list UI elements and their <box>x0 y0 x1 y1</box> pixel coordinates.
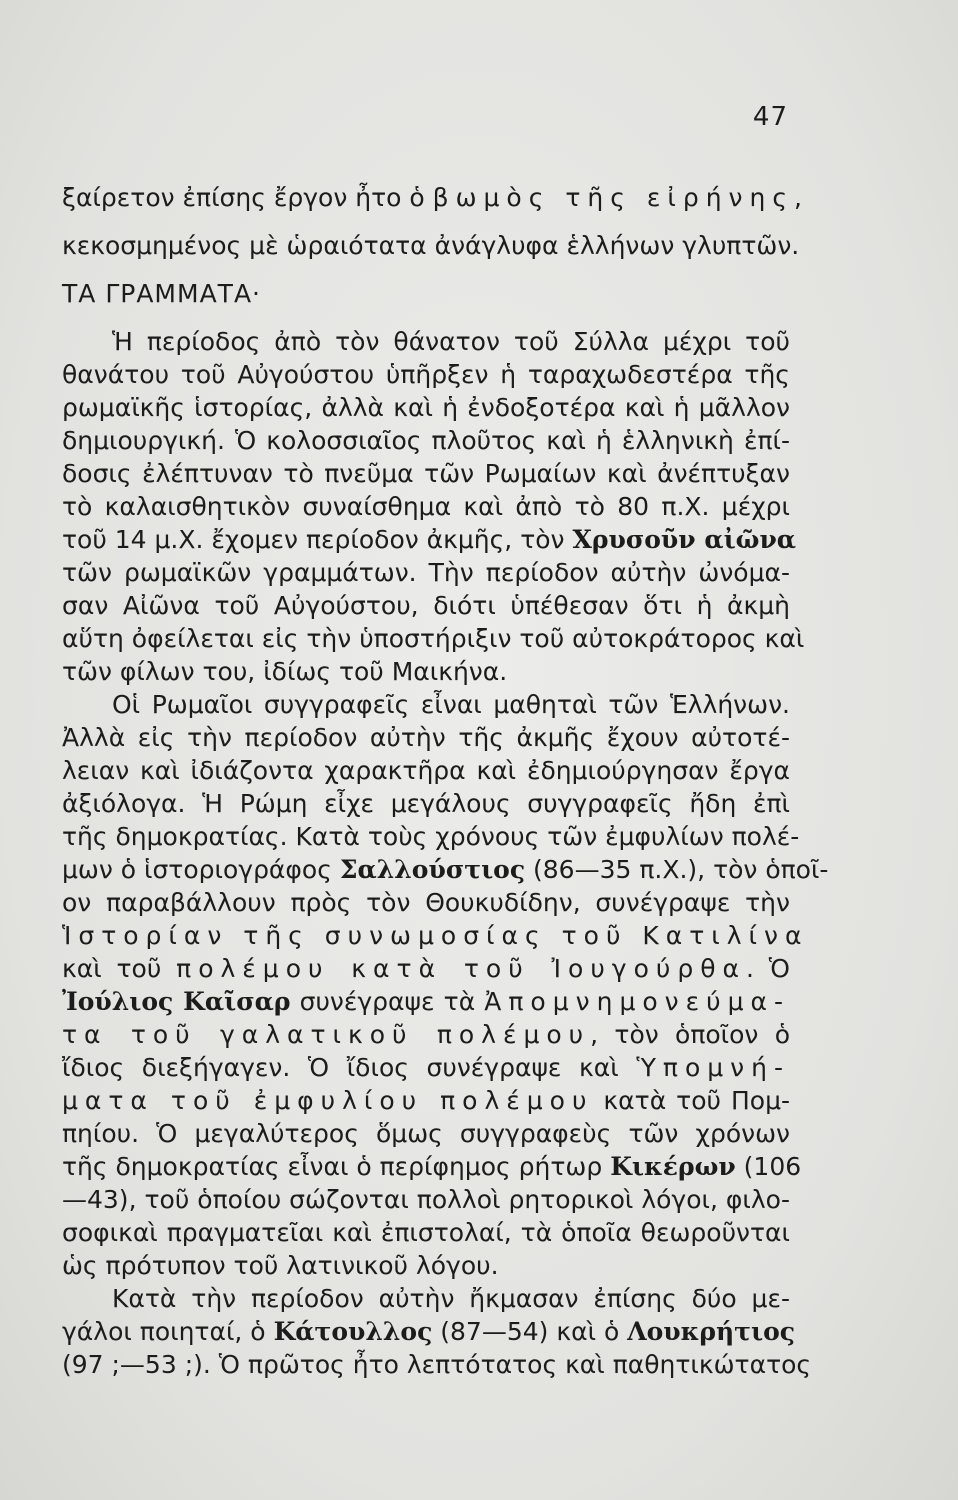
text-line: καὶ τοῦ πολέμου κατὰ τοῦ Ἰουγούρθα. Ὁ <box>62 954 790 983</box>
bold-term: Σαλλούστιος <box>339 855 526 884</box>
text-line: τῶν φίλων του, ἰδίως τοῦ Μαικήνα. <box>62 657 508 686</box>
text-line: Ἡ περίοδος ἀπὸ τὸν θάνατον τοῦ Σύλλα μέχρι τοῦ <box>112 327 790 356</box>
bold-term: Κικέρων <box>610 1152 736 1181</box>
bold-term: Χρυσοῦν αἰῶνα <box>572 525 797 554</box>
text-line: τῶν ρωμαϊκῶν γραμμάτων. Τὴν περίοδον αὐτὴν ὠνόμα- <box>62 558 790 587</box>
text-line: ον παραβάλλουν πρὸς τὸν Θουκυδίδην, συνέγραψε τὴν <box>62 888 790 917</box>
text-line: γάλοι ποιηταί, ὁ Κάτουλλος (87—54) καὶ ὁ Λουκρήτιος <box>62 1317 795 1346</box>
text-line: τῆς δημοκρατίας. Κατὰ τοὺς χρόνους τῶν ἐμφυλίων πολέ- <box>62 822 800 851</box>
bold-term: Λουκρήτιος <box>627 1317 795 1346</box>
text-line: Οἱ Ρωμαῖοι συγγραφεῖς εἶναι μαθηταὶ τῶν Ἑλλήνων. <box>112 690 790 719</box>
spaced-title: ματα τοῦ ἐμφυλίου πολέμου <box>62 1086 594 1115</box>
spaced-title: πολέμου κατὰ τοῦ Ἰουγούρθα <box>176 954 746 983</box>
text-line: τῆς δημοκρατίας εἶναι ὁ περίφημος ρήτωρ Κικέρων (106 <box>62 1152 802 1181</box>
section-heading: ΤΑ ΓΡΑΜΜΑΤΑ· <box>62 279 261 308</box>
text-line: τα τοῦ γαλατικοῦ πολέμου, τὸν ὁποῖον ὁ <box>62 1020 790 1049</box>
text-line: ὡς πρότυπον τοῦ λατινικοῦ λόγου. <box>62 1251 499 1280</box>
text-line: —43), τοῦ ὁποίου σώζονται πολλοὶ ρητορικοὶ λόγοι, φιλο- <box>62 1185 790 1214</box>
text-line: κεκοσμημένος μὲ ὡραιότατα ἀνάγλυφα ἑλλήνων γλυπτῶν. <box>62 231 800 260</box>
page-number: 47 <box>752 102 788 132</box>
spaced-phrase: βωμὸς τῆς εἰρήνης, <box>432 183 809 212</box>
text-line: ρωμαϊκῆς ἱστορίας, ἀλλὰ καὶ ἡ ἐνδοξοτέρα καὶ ἡ μᾶλλον <box>62 393 790 422</box>
text-line: σοφικαὶ πραγματεῖαι καὶ ἐπιστολαί, τὰ ὁποῖα θεωροῦνται <box>62 1218 790 1247</box>
text-line: δοσις ἐλέπτυναν τὸ πνεῦμα τῶν Ρωμαίων καὶ ἀνέπτυξαν <box>62 459 790 488</box>
text-line: Ἱστορίαν τῆς συνωμοσίας τοῦ Κατιλίνα <box>62 921 809 950</box>
spaced-title: Ἀπομνημονεύμα- <box>484 987 790 1016</box>
text-line: λειαν καὶ ἰδιάζοντα χαρακτῆρα καὶ ἐδημιούργησαν ἔργα <box>62 756 790 785</box>
spaced-title: τα τοῦ γαλατικοῦ πολέμου <box>62 1020 591 1049</box>
text-line: σαν Αἰῶνα τοῦ Αὐγούστου, διότι ὑπέθεσαν ὅτι ἡ ἀκμὴ <box>62 591 790 620</box>
text-line: (97 ;—53 ;). Ὁ πρῶτος ἦτο λεπτότατος καὶ παθητικώτατος <box>62 1350 812 1379</box>
text-line: μων ὁ ἱστοριογράφος Σαλλούστιος (86—35 π.Χ.), τὸν ὁποῖ- <box>62 855 829 884</box>
bold-term: Κάτουλλος <box>273 1317 433 1346</box>
text-line: τὸ καλαισθητικὸν συναίσθημα καὶ ἀπὸ τὸ 80 π.Χ. μέχρι <box>62 492 790 521</box>
text-line: δημιουργική. Ὁ κολοσσιαῖος πλοῦτος καὶ ἡ ἑλληνικὴ ἐπί- <box>62 426 790 455</box>
bold-term: Ἰούλιος Καῖσαρ <box>62 987 291 1016</box>
text-line: ματα τοῦ ἐμφυλίου πολέμου κατὰ τοῦ Πομ- <box>62 1086 791 1115</box>
text-line: τοῦ 14 μ.Χ. ἔχομεν περίοδον ἀκμῆς, τὸν Χρυσοῦν αἰῶνα <box>62 525 797 554</box>
text-line: Κατὰ τὴν περίοδον αὐτὴν ἤκμασαν ἐπίσης δύο με- <box>112 1284 790 1313</box>
spaced-title: στορίαν τῆς συνωμοσίας τοῦ Κατιλίνα <box>78 921 809 950</box>
text-line: Ἰούλιος Καῖσαρ συνέγραψε τὰ Ἀπομνημονεύμα- <box>62 987 790 1016</box>
text-line: ξαίρετον ἐπίσης ἔργον ἦτο ὁ βωμὸς τῆς εἰρήνης, <box>62 183 809 212</box>
text-line: πηίου. Ὁ μεγαλύτερος ὅμως συγγραφεὺς τῶν χρόνων <box>62 1119 790 1148</box>
text-line: ἀξιόλογα. Ἡ Ρώμη εἶχε μεγάλους συγγραφεῖς ἤδη ἐπὶ <box>62 789 790 818</box>
text-line: θανάτου τοῦ Αὐγούστου ὑπῆρξεν ἡ ταραχωδεστέρα τῆς <box>62 360 790 389</box>
text-line: ἴδιος διεξήγαγεν. Ὁ ἴδιος συνέγραψε καὶ Ὑπομνή- <box>62 1053 790 1082</box>
spaced-title: Ὑπομνή- <box>636 1053 790 1082</box>
text-line: Ἀλλὰ εἰς τὴν περίοδον αὐτὴν τῆς ἀκμῆς ἔχουν αὐτοτέ- <box>62 723 790 752</box>
text-line: αὕτη ὀφείλεται εἰς τὴν ὑποστήριξιν τοῦ αὐτοκράτορος καὶ <box>62 624 805 653</box>
